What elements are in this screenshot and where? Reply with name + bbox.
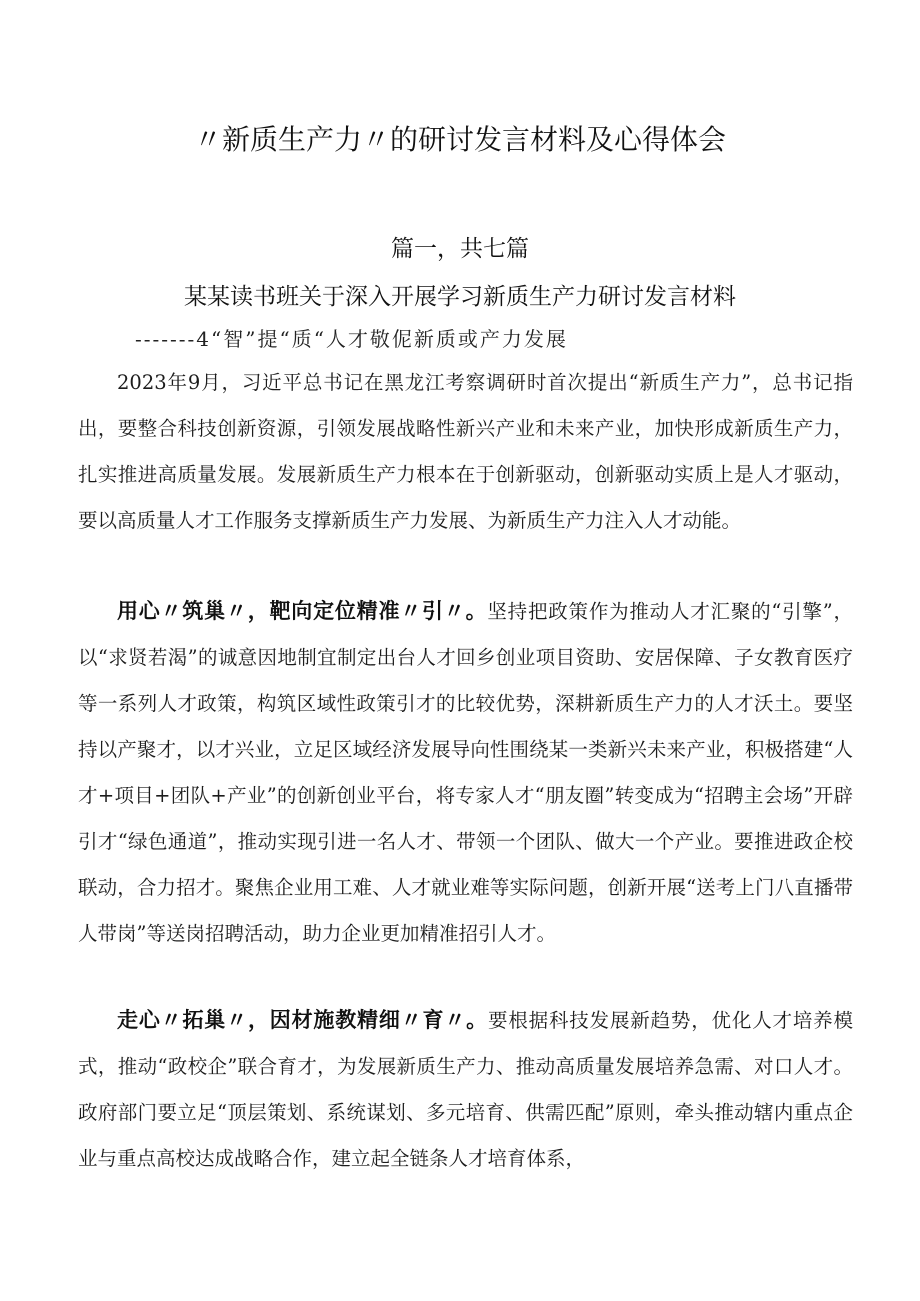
paragraph-intro <box>78 360 853 544</box>
paragraph-cultivate-talent <box>78 997 853 1182</box>
document-title: 〃新质生产力〃的研讨发言材料及心得体会 <box>193 123 726 156</box>
paragraph-lead-heading: 走心〃拓巢〃，因材施教精细〃育〃。 <box>117 1008 488 1032</box>
section-subtitle: -------4“智”提“质“人才敬伲新质或产力发展 <box>135 327 568 351</box>
section-label: 篇一，共七篇 <box>391 236 529 262</box>
paragraph-attract-talent <box>78 588 853 957</box>
paragraph-text: 要根据科技发展新趋势，优化人才培养模式，推动“政校企”联合育才，为发展新质生产力、推动高质量发展培养急需、对口人才。政府部门要立足“顶层策划、系统谋划、多元培育、供需匹配”原则，牵头推动辖内重点企业与重点高校达成战略合作，建立起全链条人才培育体系， <box>78 1009 853 1170</box>
section-title: 某某读书班关于深入开展学习新质生产力研讨发言材料 <box>184 284 736 310</box>
paragraph-text: 坚持把政策作为推动人才汇聚的“引擎”，以“求贤若渴”的诚意因地制宜制定出台人才回乡创业项目资助、安居保障、子女教育医疗等一系列人才政策，构筑区域性政策引才的比较优势，深耕新质生产力的人才沃土。要坚持以产聚才，以才兴业，立足区域经济发展导向性围绕某一类新兴未来产业，积极搭建“人才+项目+团队+产业”的创新创业平台，将专家人才“朋友圈”转变成为“招聘主会场”开辟引才“绿色通道”，推动实现引进一名人才、带领一个团队、做大一个产业。要推进政企校联动，合力招才。聚焦企业用工难、人才就业难等实际问题，创新开展“送考上门八直播带人带岗”等送岗招聘活动，助力企业更加精准招引人才。 <box>78 600 853 945</box>
paragraph-text: 2023年9月，习近平总书记在黑龙江考察调研时首次提出“新质生产力”，总书记指出，要整合科技创新资源，引领发展战略性新兴产业和未来产业，加快形成新质生产力，扎实推进高质量发展。发展新质生产力根本在于创新驱动，创新驱动实质上是人才驱动，要以高质量人才工作服务支撑新质生产力发展、为新质生产力注入人才动能。 <box>78 371 853 532</box>
paragraph-lead-heading: 用心〃筑巢〃，靶向定位精准〃引〃。 <box>117 599 488 623</box>
